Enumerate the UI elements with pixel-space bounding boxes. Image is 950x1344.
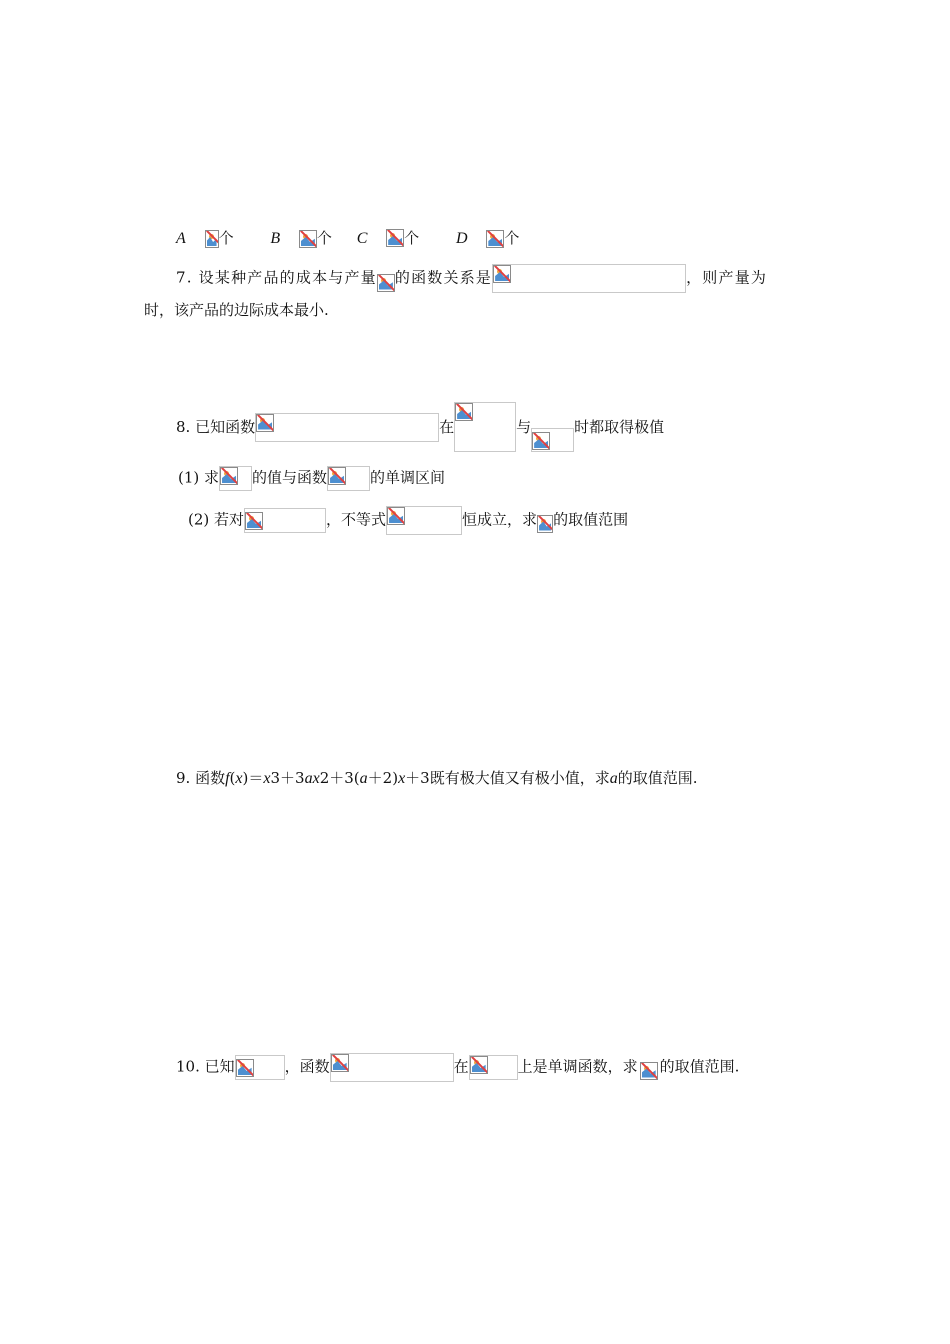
broken-image-icon — [640, 1062, 658, 1080]
question-9 — [176, 768, 698, 789]
q8-image-function — [255, 413, 439, 442]
option-b-unit: 个 — [316, 229, 332, 247]
broken-image-icon — [377, 274, 395, 292]
q9-var-x: x — [263, 770, 271, 787]
q10-image-interval — [469, 1055, 518, 1080]
broken-image-icon — [299, 230, 317, 248]
option-b-image — [299, 229, 317, 249]
q9-paren-open: ( — [353, 769, 360, 787]
q8-sub1-text-3: 的单调区间 — [370, 468, 446, 487]
q10-text-1: 10. 已知 — [176, 1057, 235, 1076]
q10-image-condition — [235, 1055, 285, 1080]
q10-text-2: ，函数 — [284, 1057, 330, 1076]
q9-term: ＋3既有极大值又有极小值，求 — [405, 769, 610, 787]
q7-image-quantity — [377, 268, 395, 290]
q9-var-a: a — [359, 770, 368, 787]
broken-image-icon — [532, 432, 550, 450]
q9-term: ＋2) — [367, 769, 399, 787]
q9-func-name: f — [225, 770, 230, 787]
q10-image-param — [638, 1057, 660, 1079]
option-b-label: B — [270, 230, 281, 247]
q7-text-2: 的函数关系是 — [394, 268, 493, 287]
option-c-label: C — [356, 230, 368, 247]
q9-var-x: x — [235, 770, 243, 787]
q8-sub2-image-param — [537, 510, 553, 532]
option-a-label: A — [176, 230, 186, 247]
q8-sub1-text-1: (1) 求 — [178, 468, 220, 487]
q10-image-function — [330, 1053, 454, 1082]
q7-text-1: 7. 设某种产品的成本与产量 — [176, 268, 377, 287]
option-d-image — [486, 229, 504, 249]
q10-text-5: 的取值范围. — [659, 1057, 740, 1076]
q10-text-4: 上是单调函数，求 — [517, 1057, 638, 1076]
q8-image-point-2 — [531, 428, 574, 452]
option-d-label: D — [455, 230, 468, 247]
broken-image-icon — [256, 414, 274, 432]
question-8-sub-2 — [188, 506, 628, 535]
broken-image-icon — [205, 230, 219, 248]
broken-image-icon — [493, 265, 511, 283]
q8-sub1-image-function — [327, 466, 370, 491]
broken-image-icon — [455, 403, 473, 421]
q7-image-function — [492, 264, 686, 293]
q8-sub1-text-2: 的值与函数 — [252, 468, 328, 487]
q9-term: 3＋3 — [270, 769, 305, 787]
q10-text-3: 在 — [453, 1057, 469, 1076]
q8-sub2-text-1: (2) 若对 — [188, 510, 245, 529]
q8-sub2-text-4: 的取值范围 — [553, 510, 629, 529]
option-d-unit: 个 — [504, 229, 520, 247]
q8-image-point-1 — [454, 402, 516, 452]
q9-paren-close: ) — [242, 769, 249, 787]
question-8-line-1 — [176, 400, 664, 453]
option-a-unit: 个 — [218, 229, 234, 247]
question-10 — [176, 1053, 739, 1082]
q9-term: 2＋3 — [319, 769, 354, 787]
q8-sub2-image-inequality — [386, 506, 462, 535]
q8-sub1-image-params — [219, 466, 252, 491]
option-c-image — [386, 229, 404, 249]
broken-image-icon — [236, 1059, 254, 1077]
options-row — [176, 228, 519, 249]
broken-image-icon — [537, 515, 553, 533]
broken-image-icon — [328, 467, 346, 485]
option-c-unit: 个 — [404, 229, 420, 247]
q9-equals: ＝ — [248, 769, 264, 787]
q9-text-1: 9. 函数 — [176, 769, 226, 787]
q9-term: 的取值范围. — [617, 769, 698, 787]
q9-var-a: a — [609, 770, 618, 787]
q7-text-3: ，则产量为 — [686, 268, 768, 287]
q8-sub2-image-domain — [244, 508, 326, 533]
broken-image-icon — [220, 467, 238, 485]
option-a-image — [205, 229, 219, 249]
question-7-line-1 — [176, 264, 767, 293]
broken-image-icon — [470, 1056, 488, 1074]
question-7-line-2: 时，该产品的边际成本最小. — [144, 301, 329, 319]
question-8-sub-1 — [178, 466, 445, 491]
q9-var-ax: ax — [304, 770, 320, 787]
broken-image-icon — [486, 230, 504, 248]
q8-text-2: 在 — [439, 418, 455, 436]
q9-var-x: x — [398, 770, 406, 787]
broken-image-icon — [331, 1054, 349, 1072]
q8-sub2-text-2: ，不等式 — [326, 510, 387, 529]
broken-image-icon — [387, 507, 405, 525]
broken-image-icon — [386, 229, 404, 247]
broken-image-icon — [245, 512, 263, 530]
q8-text-3: 与 — [516, 418, 532, 436]
q8-sub2-text-3: 恒成立，求 — [462, 510, 538, 529]
q8-text-1: 8. 已知函数 — [176, 418, 256, 436]
q9-paren-open: ( — [229, 769, 236, 787]
q8-text-4: 时都取得极值 — [574, 418, 665, 436]
